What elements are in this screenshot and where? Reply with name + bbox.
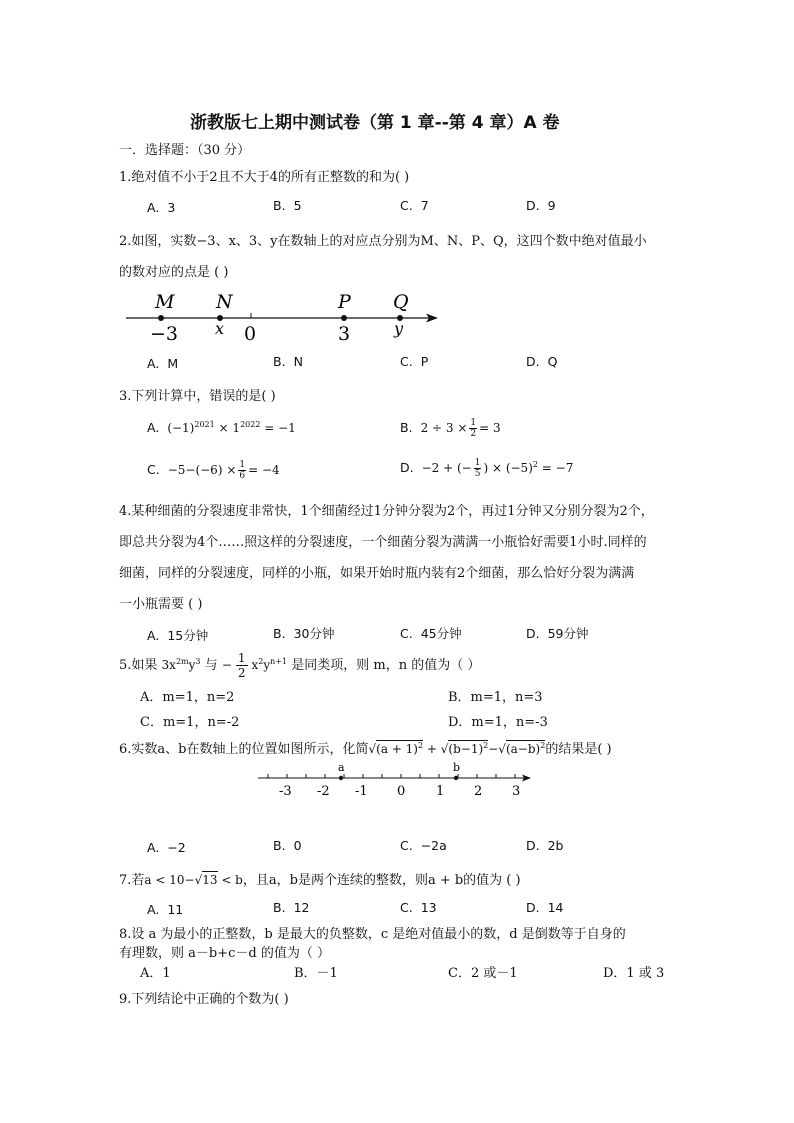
question-5-stem: 5.如果 $3x^{2m}y^3$ 与 − $\frac{1}{2}$ $x^2y^{n+1}$ 是同类项，则 m，n 的值为（ ）	[119, 651, 481, 680]
question-5-option-a[interactable]: A．m=1，n=2	[140, 690, 235, 705]
option-b-expression: 2 ÷ 3 × $\frac{1}{2}$ = 3	[420, 418, 501, 439]
tick-y: y	[394, 319, 404, 338]
question-4-line-4: 一小瓶需要 ( )	[119, 597, 203, 612]
page-title: 浙教版七上期中测试卷（第 1 章--第 4 章）A 卷	[190, 113, 560, 133]
option-a[interactable]: A. 11	[147, 902, 184, 917]
option-a[interactable]: A. −2	[147, 840, 186, 855]
question-8-option-b[interactable]: B．－1	[294, 966, 338, 981]
tick-1: 1	[436, 784, 445, 799]
option-a[interactable]: A. $(-1)^{2021} \times 1^{2022} = -1$	[147, 420, 296, 435]
question-2-stem-cont: 的数对应的点是 ( )	[119, 265, 229, 280]
question-4-line-2: 即总共分裂为4个……照这样的分裂速度，一个细菌分裂为满满一小瓶恰好需要1小时.同样的	[119, 535, 647, 550]
question-9-stem: 9.下列结论中正确的个数为( )	[119, 992, 289, 1007]
option-c[interactable]: C. −5−(−6) × $\frac{1}{6}$ = −4	[147, 460, 280, 481]
option-c[interactable]: C. 7	[400, 198, 429, 213]
option-b[interactable]: B. 5	[273, 198, 302, 213]
question-2-stem: 2.如图，实数−3、x、3、y在数轴上的对应点分别为M、N、P、Q，这四个数中绝对值最小	[119, 234, 647, 249]
point-b-dot	[454, 776, 458, 780]
inequality-expression: a < 10−√13 < b	[144, 873, 243, 887]
question-8-option-d[interactable]: D．1 或 3	[603, 966, 665, 981]
option-d[interactable]: D. 14	[526, 900, 564, 915]
question-5-option-c[interactable]: C．m=1，n=-2	[140, 715, 240, 730]
section-heading: 一．选择题：（30 分）	[119, 143, 251, 158]
term-1: $3x^{2m}y^3$	[161, 657, 201, 672]
question-5-option-b[interactable]: B．m=1，n=3	[448, 690, 543, 705]
label-p: P	[338, 291, 351, 313]
option-a-expression: $(-1)^{2021} \times 1^{2022} = -1$	[167, 420, 296, 435]
question-4-line-1: 4.某种细菌的分裂速度非常快，1个细菌经过1分钟分裂为2个，再过1分钟又分别分裂为2个，	[119, 504, 654, 519]
question-8-line-2: 有理数，则 a－b+c－d 的值为（ ）	[119, 946, 330, 961]
option-d[interactable]: D. Q	[526, 354, 558, 369]
radical-expression: $√(a + 1)^2 + √(b-1)^2-√(a-b)^2$	[368, 741, 546, 756]
question-3-stem: 3.下列计算中，错误的是( )	[119, 389, 276, 404]
point-a-dot	[339, 776, 343, 780]
tick-2: 2	[474, 784, 483, 799]
tick-3: 3	[338, 323, 351, 345]
label-n: N	[216, 291, 233, 313]
number-line-figure-2	[255, 760, 535, 800]
point-p-dot	[341, 315, 347, 321]
tick-neg2: -2	[317, 784, 330, 799]
label-m: M	[155, 291, 175, 313]
option-d[interactable]: D. 2b	[526, 838, 564, 853]
question-8-option-c[interactable]: C．2 或－1	[448, 966, 518, 981]
option-b[interactable]: B. 12	[273, 900, 310, 915]
tick-x: x	[215, 319, 225, 338]
tick-neg3: -3	[279, 784, 292, 799]
option-b[interactable]: B. 30分钟	[273, 626, 335, 641]
option-a[interactable]: A. 15分钟	[147, 628, 209, 643]
question-8-option-a[interactable]: A．1	[140, 966, 171, 981]
option-b[interactable]: B. 0	[273, 838, 302, 853]
question-6-stem: 6.实数a、b在数轴上的位置如图所示，化简$√(a + 1)^2 + √(b-1)^2-√(a-b)^2$的结果是( )	[119, 741, 612, 757]
option-c[interactable]: C. 13	[400, 900, 437, 915]
option-c[interactable]: C. 45分钟	[400, 626, 462, 641]
tick-neg3: −3	[150, 323, 179, 345]
question-4-line-3: 细菌，同样的分裂速度，同样的小瓶，如果开始时瓶内装有2个细菌，那么恰好分裂为满满	[119, 566, 635, 581]
label-a: a	[338, 761, 345, 774]
option-d[interactable]: D. 59分钟	[526, 626, 589, 641]
axis-ticks	[268, 774, 515, 778]
question-7-stem: 7.若a < 10−√13 < b，且a，b是两个连续的整数，则a + b的值为 ( )	[119, 873, 521, 888]
question-5-option-d[interactable]: D．m=1，n=-3	[448, 715, 548, 730]
option-a[interactable]: A. M	[147, 356, 179, 371]
option-d[interactable]: D. −2 + (− $\frac{1}{5}$ ) × $(-5)^2 = -7$	[400, 458, 574, 479]
question-1-stem: 1.绝对值不小于2且不大于4的所有正整数的和为( )	[119, 170, 410, 185]
term-2: − $\frac{1}{2}$ $x^2y^{n+1}$	[221, 651, 288, 680]
option-c-expression: −5−(−6) × $\frac{1}{6}$ = −4	[167, 460, 280, 481]
option-c[interactable]: C. −2a	[400, 838, 447, 853]
option-a[interactable]: A. 3	[147, 200, 176, 215]
label-q: Q	[393, 291, 409, 313]
tick-0: 0	[397, 784, 406, 799]
number-line-figure-1	[120, 286, 450, 346]
question-8-line-1: 8.设 a 为最小的正整数，b 是最大的负整数，c 是绝对值最小的数，d 是倒数等于自身的	[119, 927, 626, 942]
tick-0: 0	[244, 323, 257, 345]
label-b: b	[453, 761, 461, 774]
option-b[interactable]: B. 2 ÷ 3 × $\frac{1}{2}$ = 3	[400, 418, 501, 439]
axis-tick-labels	[279, 784, 520, 799]
tick-neg1: -1	[355, 784, 368, 799]
option-c[interactable]: C. P	[400, 354, 429, 369]
option-d[interactable]: D. 9	[526, 198, 556, 213]
tick-3: 3	[512, 784, 521, 799]
point-m-dot	[158, 315, 164, 321]
option-d-expression: −2 + (− $\frac{1}{5}$ ) × $(-5)^2 = -7$	[421, 458, 574, 479]
option-b[interactable]: B. N	[273, 354, 303, 369]
